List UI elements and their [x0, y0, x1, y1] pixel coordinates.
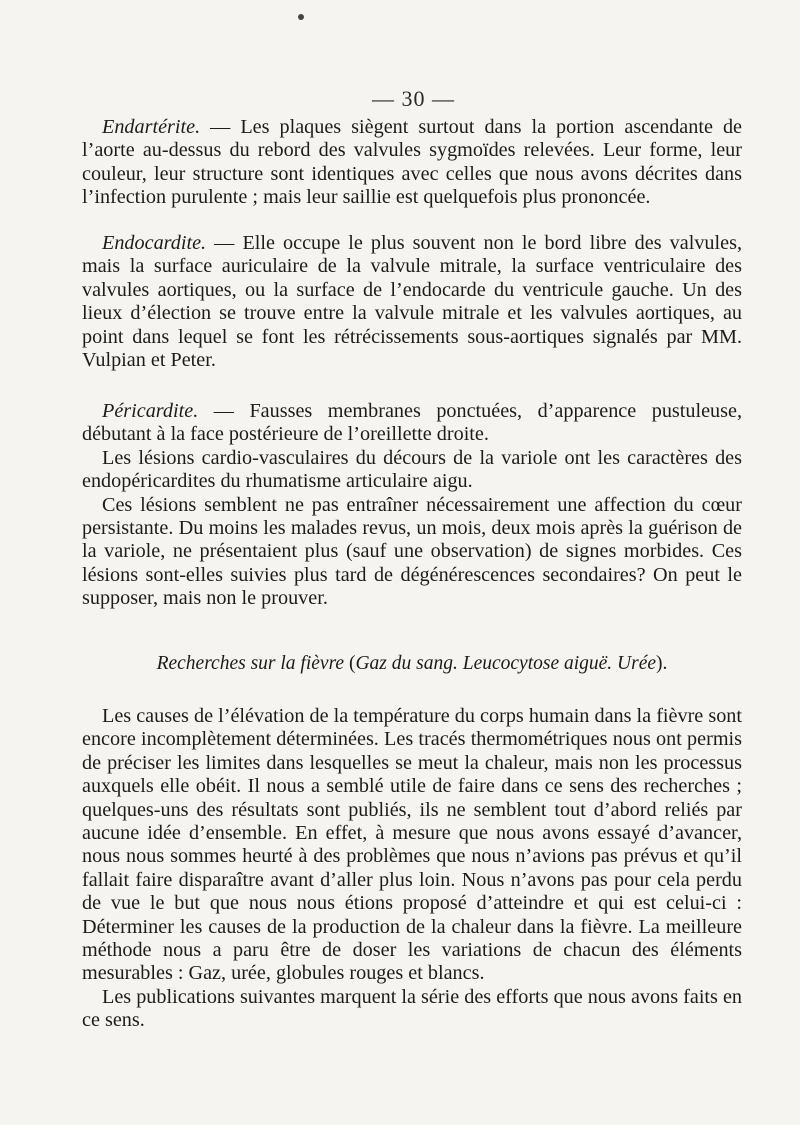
- paragraph-pericardite: [82, 400, 742, 447]
- paragraph-text: — Elle occupe le plus souvent non le bord libre des valvules, mais la surface auriculaire de la valvule mitrale, la surface ventriculaire des valvules aortiques, ou la surface de l’endocarde du ventricule gauche. Un des lieux d’élection se trouve entre la valvule mitrale et les valvules aortiques, au point dans lequel se font les rétrécissements sous-aortiques signalés par MM. Vulpian et Peter.: [82, 232, 742, 372]
- paragraph-group-pericardite: [82, 400, 742, 611]
- paragraph-text: — Les plaques siègent surtout dans la portion ascendante de l’aorte au-dessus du rebord des valvules sygmoïdes relevées. Leur forme, leur couleur, leur structure sont identiques avec celles que nous avons décrites dans l’infection purulente ; mais leur saillie est quelquefois plus prononcée.: [82, 116, 742, 209]
- paragraph-causes: Les causes de l’élévation de la température du corps humain dans la fièvre sont encore incomplètement déterminées. Les tracés thermométriques nous ont permis de préciser les limites dans lesquelles se meut la chaleur, mais non les processus auxquels elle obéit. Il nous a semblé utile de faire dans ce sens des recherches ; quelques-uns des résultats sont publiés, ils ne semblent tout d’abord reliés par aucune idée d’ensemble. En effet, à mesure que nous avons essayé d’avancer, nous nous sommes heurté à des problèmes que nous n’avions pas prévus et qu’il fallait faire disparaître avant d’aller plus loin. Nous n’avons pas pour cela perdu de vue le but que nous nous étions proposé d’atteindre et qui est celui-ci : Déterminer les causes de la production de la chaleur dans la fièvre. La meilleure méthode nous a paru être de doser les variations de chacun des éléments mesurables : Gaz, urée, globules rouges et blancs.: [82, 705, 742, 985]
- section-heading-close: ).: [656, 653, 668, 674]
- paragraph-lead: Péricardite.: [102, 400, 199, 422]
- paragraph-endocardite: [82, 232, 742, 372]
- paragraph-publications: Les publications suivantes marquent la série des efforts que nous avons faits en ce sens.: [82, 985, 742, 1032]
- section-heading-sub: Gaz du sang. Leucocytose aiguë. Urée: [355, 653, 657, 674]
- section-heading-main: Recherches sur la fièvre: [156, 653, 345, 674]
- page-number: — 30 —: [372, 86, 455, 111]
- paragraph-affection: Ces lésions semblent ne pas entraîner nécessairement une affection du cœur persistante. Du moins les malades revus, un mois, deux mois après la guérison de la variole, ne présentaient plus (sauf une observation) de signes morbides. Ces lésions sont-elles suivies plus tard de dégénérescences secondaires? On peut le supposer, mais non le prouver.: [82, 493, 742, 610]
- paragraph-lead: Endocardite.: [102, 232, 207, 254]
- paragraph-lesions: Les lésions cardio-vasculaires du décours de la variole ont les caractères des endopéricardites du rhumatisme articulaire aigu.: [82, 446, 742, 493]
- section-body: [82, 705, 742, 1033]
- section-heading: [82, 652, 742, 676]
- section-heading-open: (: [344, 653, 356, 674]
- ink-dot: [298, 14, 304, 20]
- paragraph-endarterite: [82, 116, 742, 210]
- paragraph-lead: Endartérite.: [102, 116, 201, 138]
- paragraph-text: — Fausses membranes ponctuées, d’apparence pustuleuse, débutant à la face postérieure de l’oreillette droite.: [82, 400, 742, 446]
